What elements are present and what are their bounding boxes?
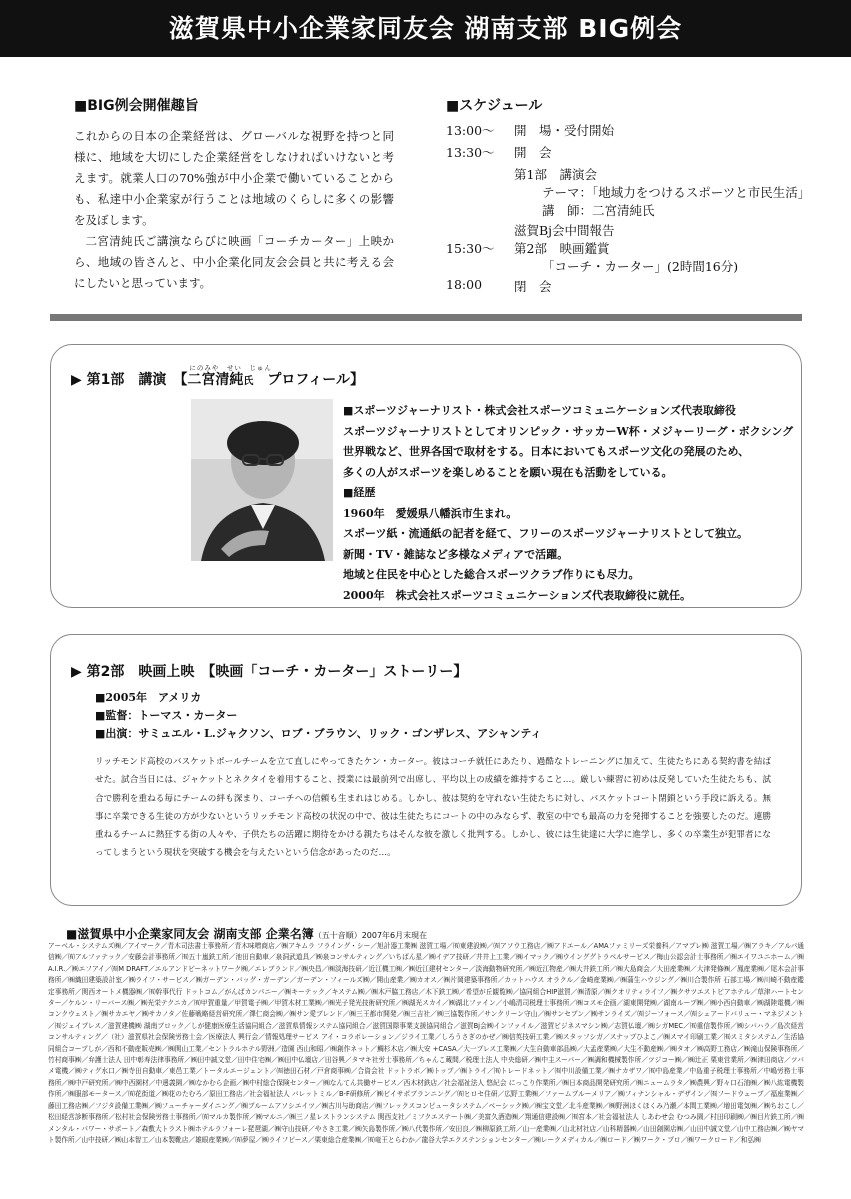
schedule-item: 講 師：二宮清純氏 — [542, 203, 655, 218]
page-header — [0, 0, 851, 57]
part2-heading: ▶ 第2部 映画上映 【映画「コーチ・カーター」ストーリー】 — [71, 664, 468, 680]
schedule-item: 開 会 — [514, 145, 552, 160]
page-title: 滋賀県中小企業家同友会 湖南支部 BIG例会 — [168, 14, 683, 43]
part2-panel — [50, 634, 802, 906]
part1-heading-prefix: ▶ 第1部 講演 【 — [71, 372, 188, 388]
purpose-paragraph-1: これからの日本の企業経営は、グローバルな視野を持つと同様に、地域を大切にした企業経営をしなければいけないと考えます。就業人口の70%強が中小企業で働いていることからも、私達中小企業家が行うことは地域のくらしに多くの影響を及ぼします。 — [74, 129, 394, 227]
purpose-heading: ■BIG例会開催趣旨 — [74, 98, 199, 114]
film-director: ■監督：トーマス・カーター — [95, 709, 238, 722]
profile-line: ■スポーツジャーナリスト・株式会社スポーツコミュニケーションズ代表取締役 — [343, 404, 736, 417]
profile-line: 世界戦など、世界各国で取材をする。日本においてもスポーツ文化の発展のため、 — [343, 445, 750, 458]
profile-line: ■経歴 — [343, 486, 376, 499]
speaker-name: 二宮清純 — [187, 372, 244, 388]
schedule-item: 閉 会 — [514, 279, 552, 294]
schedule-time: 13:30～ — [446, 145, 495, 160]
schedule-item: 滋賀Bj会中間報告 — [514, 223, 615, 238]
profile-line: 多くの人がスポーツを楽しめることを願い現在も活動をしている。 — [343, 465, 673, 479]
part1-heading-suffix: プロフィール】 — [253, 372, 364, 388]
schedule-item: 第2部 映画鑑賞 — [514, 241, 610, 256]
schedule-time: 13:00～ — [446, 123, 495, 138]
profile-line: スポーツジャーナリストとしてオリンピック・サッカーW杯・メジャーリーグ・ボクシング — [343, 424, 794, 438]
schedule-heading: ■スケジュール — [446, 98, 543, 114]
part1-panel — [50, 344, 802, 608]
film-story: リッチモンド高校のバスケットボールチームを立て直しにやってきたケン・カーター。彼はコーチ就任にあたり、過酷なトレーニングに加えて、生徒たちにある契約書を結ばせた。試合当日には、ジャケットとネクタイを着用すること、授業には最前列で出席し、平均以上の成績を維持すること…。厳しい練習に初めは反発していた生徒たちも、試合で勝利を重ねる毎にチームの絆も深まり、コーチへの信頼も生まれはじめる。しかし、彼は契約を守れない生徒たちに対し、バスケットコート閉鎖という手段に訴える。無事に卒業できる生徒の方が少ないというリッチモンド高校の状況の中で、彼は生徒たちにコートの中のみならず、教室の中でも最高の力を発揮することを強要したのだ。連勝重ねるチームに熱狂する街の人々や、子供たちの活躍に期待をかける親たちはそんな彼を激しく批判する。しかし、彼には生徒達に大学に進学し、多くの卒業生が犯罪者になってしまうという現状を突破する機会を与えたいという信念があったのだ…。 — [95, 757, 771, 859]
speaker-honorific: 氏 — [243, 376, 254, 387]
section-divider — [50, 314, 802, 321]
part1-heading — [71, 364, 364, 389]
schedule-time: 15:30～ — [446, 241, 495, 256]
schedule-item: テーマ：「地域力をつけるスポーツと市民生活」 — [542, 185, 811, 200]
speaker-name-wrap — [187, 364, 272, 388]
profile-line: 地域と住民を中心とした総合スポーツクラブ作りにも尽力。 — [343, 568, 640, 581]
schedule-time: 18:00 — [446, 277, 483, 292]
speaker-profile — [343, 401, 794, 606]
directory-title — [66, 925, 427, 942]
speaker-name-ruby: にのみや せい じゅん — [189, 364, 272, 372]
speaker-photo-image — [191, 399, 333, 561]
profile-line: 新聞・TV・雑誌など多様なメディアで活躍。 — [343, 547, 569, 561]
profile-line: 1960年 愛媛県八幡浜市生まれ。 — [343, 506, 518, 520]
directory-heading: ■滋賀県中小企業家同友会 湖南支部 企業名簿 — [66, 927, 314, 941]
profile-line: スポーツ紙・流通紙の記者を経て、フリーのスポーツジャーナリストとして独立。 — [343, 527, 749, 540]
speaker-photo — [191, 399, 333, 561]
directory-note: （五十音順）2007年6月末現在 — [313, 931, 428, 940]
schedule-item: 開 場・受付開始 — [514, 123, 615, 138]
film-meta — [95, 689, 542, 743]
schedule-item: 「コーチ・カーター」(2時間16分) — [542, 259, 739, 274]
member-directory: アーベル・システムズ㈱／アイマーク／青木司法書士事務所／青木味噌商店／㈱アキムラ フライング・シー／旭計器工業㈱ 滋賀工場／㈲東建設㈱／㈲アソウ工務店／㈱アドエール／AMAファミリーズ栄養科／アマプレ㈱ 滋賀工場／㈱アラキ／アルパ通信㈱／㈲アルファテック／安藤会計事務所／㈲五十嵐鉄工所／池田自動車／泉洞武道具／㈱泉コンサルティング／いちばん星／㈱イデア技研／井井上工業／㈱イマック／㈱ウインググトラベルサービス／梅山公認会計士事務所／㈱エイワユニホーム／㈱A.I.R.／㈱エフアイ／㈲M DRAFT／エルアンドビーネットワーク㈱／エレブランド／㈱央昌／㈱淡海技研／近江機工㈱／㈱近江建材センター／淡海動物研究所／㈱近江物産／㈱大井鉄工所／㈱大島商会／大田産業㈱／大津発條㈱／鳳産業㈱／尾木会計事務所／㈱織田建築設計室／㈱ライフ・サービス／㈱ガーデン・バッグ・ガーデン／ガーデン・フィールズ㈱／開山産業／㈱カオス／㈱片岡建築事務所／カットハウス オラクル／金崎産業㈱／㈱蒲生ハウジング／㈱川合製作所 石部工場／㈱川崎不動産鑑定事務所／関西オートメ機器㈱／㈲幹事代行 ドットコム／がんばカンパニー／㈱キーテック／キステム㈱／㈱木戸脇工務店／木下鉄工㈱／希望が丘観覧㈱／協同組合HIP滋賀／㈱清原／㈱クオリティライフ／㈱クサツエストピアホテル／草津ハートセンター／ケルン・リーバース㈱／㈱光栄テクニカ／㈲甲賀重量／甲賀電子㈱／甲賀木材工業㈱／㈱光子発光技術研究所／㈱湖光スカイ／㈱湖北ファイン／小嶋清司税理士事務所／㈱コスモ企画／湖東開発㈱／湖南ループ㈱／㈱小西自動車／㈱湖陸電機／㈱コンクウェスト／㈱サカエヤ／㈱サカノタ／佐藤戦略経営研究所／澤仁商会㈱／㈱サン愛ブレンド／㈱三王都市開発／㈱三吉社／㈱三協製作所／サンクリーン守山／㈱サンセブン／㈱サンライズ／㈲ジーフォース／㈲シェアードバリュー・マネジメント／㈲ジェイプレス／滋賀建機㈱ 湖南ブロック／しが健康医療生活協同組合／滋賀県情報システム協同組合／滋賀国際事業支援協同組合／滋賀Bj会㈱インファイル／滋賀ビジネスマシン㈱／志賀仏壇／㈱シガMEC／㈲重信製作所／㈱シバハラ／島次経営コンサルティング／（社）滋賀県社会保険労務士会／医療法人 興行会／情報処理サービス アイ・コラボレーション／ジライ工業／しろうさぎのかぜ／㈱信英技研工業／㈱スタッフシガ／スナップひよこ／㈱スマイ印刷工業／㈲スミタシステム／生活協同組合コープしが／西和不動産販売㈱／㈱関山工業／セントラルホテル野洲／造園 西山和昭／㈱創作ネット／鯛杉木店／㈱大安 +CASA／大一プレス工業㈱／大生自動車部品㈱／大孟産業㈱／大生不動産㈱／㈱タオ／㈱高野工務店／㈱滝山保険事務所／竹村商事㈱／弁護士法人 田中彰寿法律事務所／㈱田中誠文堂／田中住宅㈱／㈱田中仏壇店／田谷興／タマキ社労士事務所／ちゃんこ蔵間／税理士法人 中央総研／㈱中主スーパー／㈱調和機械製作所／ツジコー㈱／㈱辻正 栗東営業所／㈱津田商店／ツバメ電機／㈱ティグ水口／㈱寺田自動車／東邑工業／トータルエージェント／㈲徳田石材／戸倉商事㈱／合資会社 ドットラボ／㈱トップ／㈱トライ／㈲トレードネット／㈲中川設備工業／㈱ナカザワ／㈲中島産業／中島重子税理士事務所／中嶋労務士事務所／㈱中戸研究所／㈱中西園材／中邊義園／㈱なかむら企画／㈱中村総合保険センター／㈱なんてん共働サービス／西木材鉄店／社会福祉法人 悠紀会 にっこり作業所／㈱日本商品開発研究所／㈱ニュームラタ／㈱農興／野々口石油㈱／㈱八紘電機製作所／㈱服部モータース／㈲花街道／㈱花のたむろ／原田工務店／社会福祉法人 バレットミル／B-F研修所／㈱ビイサポブランニング／㈲ヒロセ住研／広野工業㈱／ファームブルーメリア／㈱フィナンシャル・デザイン／㈲フードウェーブ／福座業㈱／藤田工務店㈱／フジタ設備工業㈱／㈱フューチャーダイニング／㈱ブルームアソシエイツ／㈱古川与助商店／㈱フレックスコンピュータシステム／ベーシック㈱／㈱宝文堂／北斗産業㈱／㈱野洲ほくほくみ乃瀬／本間工業㈱／増田電気㈱／㈱ちおこし／松田経営診断事務所／松村社会保険労務士事務所／㈲マルカ製作所／㈱マルニ／㈱三ノ星レストランシステム 関西支社／ミフクエステート㈱／美富久酒造㈱／翔通信建設㈱／㈲宮本／社会福祉法人 しあわせ会 むつみ園／村田印刷㈱／㈱目片鉄工所／㈱メンタル・パワー・サポート／森敷大トラスト㈱ホテルラフォーレ琵琶湖／㈱守山技研／やさき工業／㈱矢島製作所／㈱八代製作所／安田良／㈱柳原鉄工所／山一産業㈱／山北材社店／山科精器㈱／山田創園店㈱／山田中誠文堂／山中工務店㈱／㈱ヤマト製作所／山中技研／㈱山本智工／山本製靴店／雄眼産業㈱／㈲夢屋／㈱ライフピース／栗東総合産業㈱／㈲竜王とらわか／龍谷大学エクステンションセンター／㈱レークメディカル／㈱ロード／㈱ワーク・プロ／㈱ワークロード／和弘㈱ — [48, 942, 804, 1144]
purpose-paragraph-2: 二宮清純氏ご講演ならびに映画「コーチカーター」上映から、地域の皆さんと、中小企業化同友会会員と共に考える会にしたいと思っています。 — [74, 234, 394, 290]
film-year: ■2005年 アメリカ — [95, 691, 202, 704]
film-cast: ■出演：サミュエル・L.ジャクソン、ロブ・ブラウン、リック・ゴンザレス、アシャンティ — [95, 727, 542, 740]
purpose-text — [74, 126, 394, 294]
profile-line: 2000年 株式会社スポーツコミュニケーションズ代表取締役に就任。 — [343, 588, 691, 602]
schedule-item: 第1部 講演会 — [514, 167, 597, 182]
